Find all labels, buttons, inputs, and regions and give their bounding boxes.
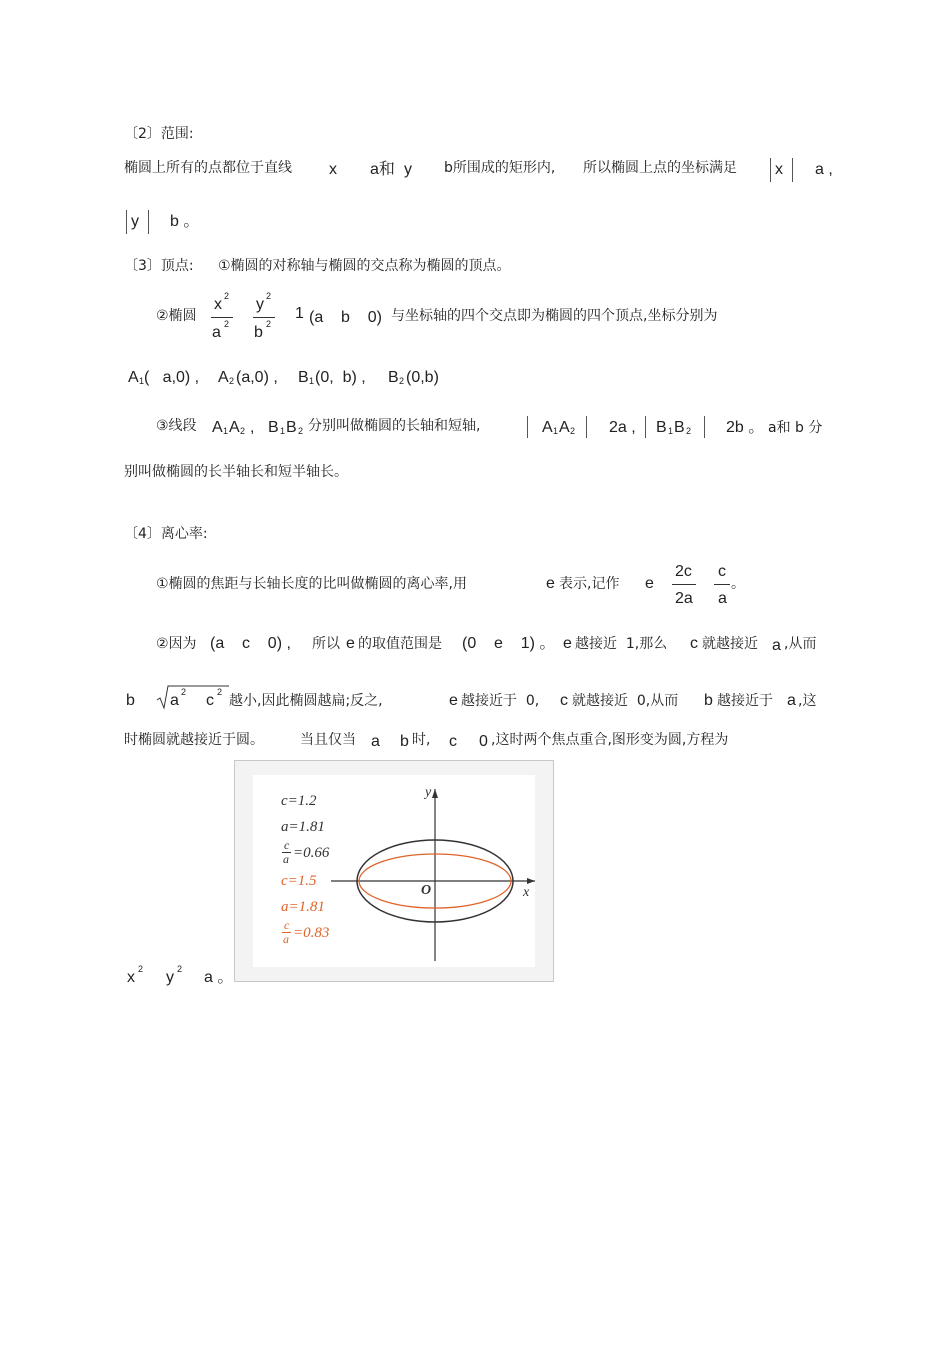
ecc-frac-c: c: [718, 563, 726, 580]
vertex-item2-suffix: 与坐标轴的四个交点即为椭圆的四个顶点,坐标分别为: [391, 308, 718, 324]
frac1-num: x: [214, 296, 222, 313]
vertex-B2: B: [388, 369, 399, 386]
figure-canvas: [253, 775, 535, 967]
frac1-den: a: [212, 324, 221, 341]
ecc-item2-prefix: ②因为: [156, 636, 197, 652]
ecc-e4: e: [449, 692, 458, 709]
vertex-item1: ①椭圆的对称轴与椭圆的交点称为椭圆的顶点。: [218, 258, 511, 274]
seg-B: B: [268, 419, 279, 436]
len-B-sub1: 1: [668, 426, 674, 436]
final-y-sup: 2: [177, 964, 183, 974]
y-axis-arrow-icon: [432, 789, 438, 798]
section4-heading: 〔4〕离心率:: [124, 526, 208, 542]
eq-one: 1: [295, 305, 304, 322]
range-b-suffix: b所围成的矩形内,: [444, 160, 556, 176]
len-A-sub2: 2: [570, 426, 576, 436]
ellipse-plot: [253, 775, 535, 967]
len-bar-1: [527, 416, 528, 438]
seg-A-second: A: [229, 419, 240, 436]
ecc-range: (0 e 1) 。: [462, 635, 556, 652]
len-B-second: B: [674, 419, 685, 436]
len-bar-3: [645, 416, 646, 438]
sqrt-c-sup: 2: [217, 687, 223, 697]
fig-label-c1: c=1.2: [281, 793, 317, 809]
len-bar-4: [704, 416, 705, 438]
ecc-frac-bar-2: [714, 584, 730, 585]
final-a: a 。: [204, 969, 234, 986]
fig-ratio1-den: a: [283, 852, 289, 866]
range-b-end: b 。: [170, 213, 200, 230]
ecc-line4-d: ,这时两个焦点重合,图形变为圆,方程为: [491, 732, 729, 748]
range-x: x: [329, 161, 337, 178]
fig-label-a2: a=1.81: [281, 899, 325, 915]
len-bar-2: [586, 416, 587, 438]
ecc-line3-d: 越接近于: [717, 693, 773, 709]
seg-comma: ,: [250, 419, 255, 436]
axis-y-label: y: [425, 785, 432, 800]
ecc-frac-2c: 2c: [675, 563, 692, 580]
fig-ratio1-num: c: [284, 838, 290, 852]
vertex-B1-coord: (0, b) ,: [315, 369, 366, 386]
ecc-b3: b: [400, 733, 409, 750]
ecc-line3-e: ,这: [798, 693, 817, 709]
vertex-A2-coord: (a,0) ,: [236, 369, 278, 386]
frac2-den-sup: 2: [266, 319, 272, 329]
x-axis-arrow-icon: [527, 878, 535, 884]
ecc-range-label: 的取值范围是: [358, 636, 442, 652]
frac1-den-sup: 2: [224, 319, 230, 329]
abs-bar-left-2: [126, 210, 127, 234]
abs-bar-left: [770, 158, 771, 182]
frac1-bar: [211, 317, 233, 318]
ecc-c1: c: [690, 635, 698, 652]
vertex-B1: B: [298, 369, 309, 386]
ecc-cond1: (a c 0) ,: [210, 635, 291, 652]
ecc-e: e: [546, 575, 555, 592]
len-A-second: A: [559, 419, 570, 436]
vertex-B2-sub: 2: [399, 376, 405, 386]
ecc-a3: a: [371, 733, 380, 750]
vertex-item3-tail: a和 b 分: [768, 420, 823, 436]
frac2-num: y: [256, 296, 264, 313]
axis-x-label: x: [523, 885, 530, 900]
final-y: y: [166, 969, 174, 986]
ecc-line4-b: 当且仅当: [300, 732, 356, 748]
ecc-line3-a: 越小,因此椭圆越扁;反之,: [229, 693, 383, 709]
seg-B-sub1: 1: [280, 426, 286, 436]
len-A-sub1: 1: [553, 426, 559, 436]
vertex-item3-prefix: ③线段: [156, 418, 197, 434]
ellipse-condition: (a b 0): [309, 309, 382, 326]
vertex-item3-line2: 别叫做椭圆的长半轴长和短半轴长。: [124, 464, 348, 480]
seg-A-sub2: 2: [240, 426, 246, 436]
section2-heading: 〔2〕范围:: [124, 126, 194, 142]
fig-ratio2-num: c: [284, 918, 290, 932]
len-B-sub2: 2: [686, 426, 692, 436]
range-a-he: a和: [370, 161, 395, 178]
len-B: B: [656, 419, 667, 436]
abs-bar-right-2: [148, 210, 149, 234]
vertex-A1: A: [128, 369, 139, 386]
ecc-period: 。: [731, 576, 745, 592]
vertex-B2-coord: (0,b): [406, 369, 439, 386]
ecc-c2: c: [560, 692, 568, 709]
frac2-den: b: [254, 324, 263, 341]
sqrt-c: c: [206, 692, 214, 709]
frac1-num-sup: 2: [224, 291, 230, 301]
ecc-zero: 0: [479, 733, 488, 750]
ecc-e3: e: [563, 635, 572, 652]
vertex-item2-prefix: ②椭圆: [156, 308, 197, 324]
ecc-line3-c: 就越接近 0,从而: [572, 693, 679, 709]
range-abs-y: y: [131, 213, 139, 230]
ellipse-figure: [234, 760, 554, 982]
ecc-from-then: ,从而: [784, 636, 817, 652]
seg-B-sub2: 2: [298, 426, 304, 436]
ecc-item1-prefix: ①椭圆的焦距与长轴长度的比叫做椭圆的离心率,用: [156, 576, 467, 592]
vertex-A2: A: [218, 369, 229, 386]
len-2b: 2b 。: [726, 419, 765, 436]
ecc-line3-b: 越接近于 0,: [461, 693, 540, 709]
seg-A: A: [212, 419, 223, 436]
ecc-frac-2a: 2a: [675, 590, 693, 607]
len-A: A: [542, 419, 553, 436]
vertex-A1-sub: 1: [139, 376, 145, 386]
origin-label: O: [421, 883, 432, 898]
range-y: y: [404, 161, 412, 178]
ecc-e2: e: [346, 635, 355, 652]
ecc-item1-mid: 表示,记作: [559, 576, 620, 592]
section3-heading: 〔3〕顶点:: [124, 258, 194, 274]
ecc-a2: a: [787, 692, 796, 709]
ecc-approach2: 就越接近: [702, 636, 758, 652]
vertex-B1-sub: 1: [309, 376, 315, 386]
seg-A-sub1: 1: [223, 426, 229, 436]
fig-ratio2-den: a: [283, 932, 289, 946]
final-x: x: [127, 969, 135, 986]
fig-ratio1-val: =0.66: [293, 845, 330, 861]
range-abs-x: x: [775, 161, 783, 178]
range-line1-prefix: 椭圆上所有的点都位于直线: [124, 160, 292, 176]
ecc-approach1: 越接近 1,那么: [575, 636, 668, 652]
frac2-bar: [253, 317, 275, 318]
ecc-b2: b: [704, 692, 713, 709]
len-2a: 2a ,: [609, 419, 636, 436]
seg-B-second: B: [286, 419, 297, 436]
sqrt-a: a: [170, 692, 179, 709]
sqrt-a-sup: 2: [181, 687, 187, 697]
ecc-frac-a: a: [718, 590, 727, 607]
ecc-item2-mid: 所以: [312, 636, 340, 652]
fig-label-a1: a=1.81: [281, 819, 325, 835]
ecc-c3: c: [449, 733, 457, 750]
range-a-comma: a ,: [815, 161, 833, 178]
range-line1-mid: 所以椭圆上点的坐标满足: [583, 160, 737, 176]
final-x-sup: 2: [138, 964, 144, 974]
ecc-line4-a: 时椭圆就越接近于圆。: [124, 732, 264, 748]
fig-ratio2-val: =0.83: [293, 925, 330, 941]
ecc-a1: a: [772, 637, 781, 654]
abs-bar-right: [792, 158, 793, 182]
ecc-e-eq: e: [645, 575, 654, 592]
vertex-item3-mid: 分别叫做椭圆的长轴和短轴,: [308, 418, 481, 434]
fig-label-c2: c=1.5: [281, 873, 317, 889]
vertex-A2-sub: 2: [229, 376, 235, 386]
ecc-b: b: [126, 692, 135, 709]
vertex-A1-coord: ( a,0) ,: [144, 369, 200, 386]
ecc-line4-c: 时,: [412, 732, 431, 748]
ecc-frac-bar-1: [672, 584, 696, 585]
frac2-num-sup: 2: [266, 291, 272, 301]
